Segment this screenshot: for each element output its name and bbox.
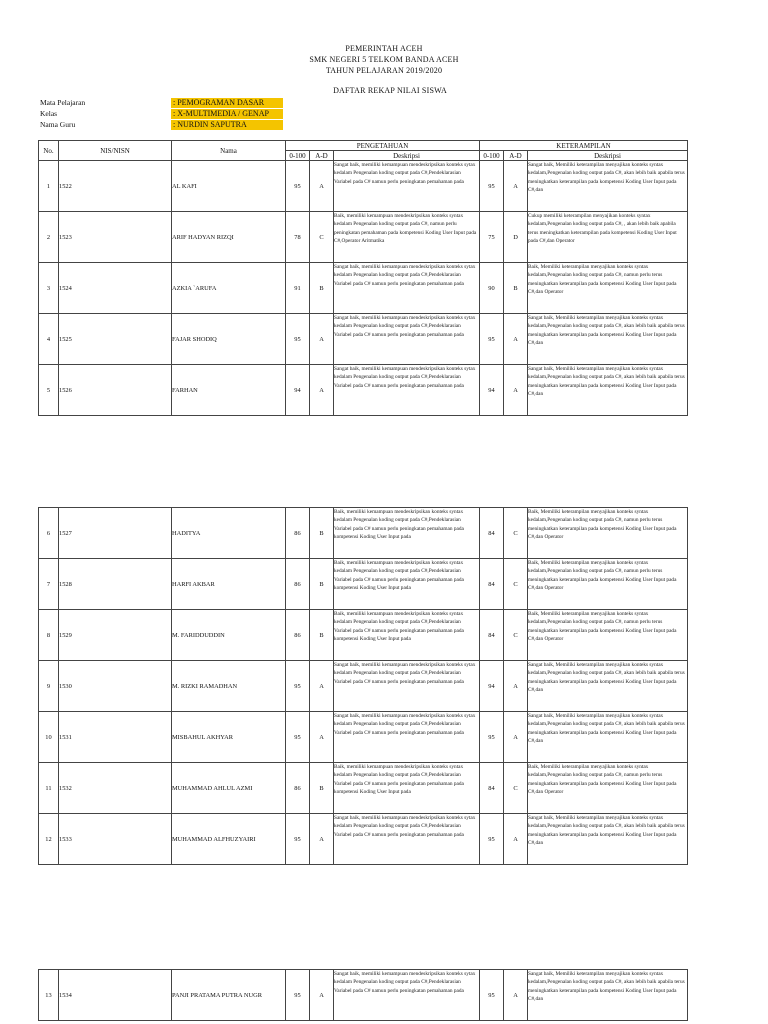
cell-p-score: 78 [286, 212, 310, 263]
cell-k-grade: D [504, 212, 528, 263]
cell-p-desc-text: Sangat baik, memiliki kemampuan mendeskripsikan konteks sytax kedalam Pengenalan koding output pada C#,Pendeklarasian Variabel pada C# namun perlu peningkatan pemahaman pada [334, 662, 476, 685]
cell-nama: FARHAN [172, 365, 286, 416]
col-header-keterampilan: KETERAMPILAN [480, 141, 688, 151]
table-row [39, 610, 688, 661]
cell-k-desc-text: Sangat baik, Memiliki keterampilan menyajikan konteks syntax kedalam,Pengenalan koding output pada C#, akan lebih baik apabila terus meningkatkan keterampilan pada kompetensi Koding User Input pada C#,dan [528, 971, 685, 1003]
cell-nis: 1524 [59, 263, 172, 314]
cell-k-grade: A [504, 365, 528, 416]
table-row [39, 763, 688, 814]
cell-nis: 1526 [59, 365, 172, 416]
kelas-label: Kelas [40, 109, 58, 118]
cell-nama: MUHAMMAD ALFHUZYAIRI [172, 814, 286, 865]
col-header-pengetahuan: PENGETAHUAN [286, 141, 480, 151]
cell-p-desc-text: Sangat baik, memiliki kemampuan mendeskripsikan konteks sytax kedalam Pengenalan koding output pada C#,Pendeklarasian Variabel pada C# namun perlu peningkatan pemahaman pada [334, 971, 476, 994]
table-row [39, 508, 688, 559]
cell-k-score: 95 [480, 314, 504, 365]
cell-no: 11 [39, 763, 59, 814]
cell-k-score: 84 [480, 508, 504, 559]
cell-p-grade: B [310, 610, 334, 661]
header-school-name: SMK NEGERI 5 TELKOM BANDA ACEH [309, 55, 459, 64]
cell-k-desc-text: Baik, Memiliki keterampilan menyajikan konteks syntax kedalam,Pengenalan koding output pada C#, namun perlu terus meningkatkan keterampilan pada kompetensi Koding User Input pada C#,dan Operator [528, 764, 677, 796]
cell-k-desc [528, 610, 688, 661]
cell-no: 2 [39, 212, 59, 263]
cell-nama: ARIF HADYAN RIZQI [172, 212, 286, 263]
cell-k-grade: B [504, 263, 528, 314]
cell-nama: HADITYA [172, 508, 286, 559]
cell-p-desc-text: Baik, memiliki kemampuan mendeskripsikan konteks syntax kedalam Pengenalan koding output pada C#,Pendeklarasian Variabel pada C# namun perlu peningkatan pemahaman pada kompetensi Koding User Input pada [334, 611, 464, 643]
cell-k-score: 95 [480, 161, 504, 212]
cell-k-grade: A [504, 970, 528, 1021]
cell-p-desc [334, 314, 480, 365]
cell-p-grade: A [310, 365, 334, 416]
cell-k-desc [528, 970, 688, 1021]
cell-k-grade: C [504, 559, 528, 610]
col-header-p-desc: Deskripsi [334, 151, 480, 161]
cell-p-grade: A [310, 661, 334, 712]
cell-p-desc-text: Sangat baik, memiliki kemampuan mendeskripsikan konteks sytax kedalam Pengenalan koding output pada C#,Pendeklarasian Variabel pada C# namun perlu peningkatan pemahaman pada [334, 264, 476, 287]
header-line-1: PEMERINTAH ACEH [345, 44, 423, 53]
cell-nama: PANJI PRATAMA PUTRA NUGR [172, 970, 286, 1021]
cell-p-score: 95 [286, 314, 310, 365]
cell-p-score: 91 [286, 263, 310, 314]
cell-no: 4 [39, 314, 59, 365]
mapel-value: : PEMOGRAMAN DASAR [171, 98, 283, 108]
cell-k-desc-text: Baik, Memiliki keterampilan menyajikan konteks syntax kedalam,Pengenalan koding output pada C#, namun perlu terus meningkatkan keterampilan pada kompetensi Koding User Input pada C#,dan Operator [528, 560, 677, 592]
cell-k-desc-text: Baik, Memiliki keterampilan menyajikan konteks syntax kedalam,Pengenalan koding output pada C#, namun perlu terus meningkatkan keterampilan pada kompetensi Koding User Input pada C#,dan Operator [528, 264, 677, 296]
grades-table-part-3 [38, 969, 688, 1021]
cell-p-score: 95 [286, 814, 310, 865]
cell-p-score: 95 [286, 661, 310, 712]
table-row [39, 712, 688, 763]
cell-k-desc [528, 712, 688, 763]
cell-p-desc [334, 263, 480, 314]
cell-k-grade: A [504, 814, 528, 865]
cell-k-desc-text: Sangat baik, Memiliki keterampilan menyajikan konteks syntax kedalam,Pengenalan koding output pada C#, akan lebih baik apabila terus meningkatkan keterampilan pada kompetensi Koding User Input pada C#,dan [528, 315, 685, 347]
table-row [39, 161, 688, 212]
cell-no: 7 [39, 559, 59, 610]
table-row [39, 212, 688, 263]
cell-p-score: 86 [286, 508, 310, 559]
cell-p-grade: C [310, 212, 334, 263]
cell-p-score: 86 [286, 559, 310, 610]
cell-k-score: 84 [480, 559, 504, 610]
cell-no: 1 [39, 161, 59, 212]
col-header-k-grade: A-D [504, 151, 528, 161]
cell-k-desc [528, 212, 688, 263]
cell-nama: HARFI AKBAR [172, 559, 286, 610]
cell-nis: 1532 [59, 763, 172, 814]
cell-no: 10 [39, 712, 59, 763]
cell-no: 12 [39, 814, 59, 865]
cell-p-score: 95 [286, 712, 310, 763]
col-header-no: No. [39, 141, 59, 161]
cell-k-desc [528, 314, 688, 365]
cell-k-grade: A [504, 161, 528, 212]
col-header-k-score: 0-100 [480, 151, 504, 161]
cell-k-score: 84 [480, 763, 504, 814]
cell-k-score: 95 [480, 814, 504, 865]
cell-p-grade: B [310, 763, 334, 814]
header-school-year: TAHUN PELAJARAN 2019/2020 [325, 66, 443, 75]
cell-p-desc [334, 763, 480, 814]
cell-k-desc [528, 365, 688, 416]
cell-k-desc [528, 508, 688, 559]
cell-k-grade: C [504, 508, 528, 559]
cell-p-desc [334, 365, 480, 416]
page-title: DAFTAR REKAP NILAI SISWA [333, 86, 447, 95]
cell-k-desc-text: Sangat baik, Memiliki keterampilan menyajikan konteks syntax kedalam,Pengenalan koding output pada C#, akan lebih baik apabila terus meningkatkan keterampilan pada kompetensi Koding User Input pada C#,dan [528, 366, 685, 398]
cell-p-desc-text: Baik, memiliki kemampuan mendeskripsikan konteks syntax kedalam Pengenalan koding output pada C#,Pendeklarasian Variabel pada C# namun perlu peningkatan pemahaman pada kompetensi Koding User Input pada [334, 560, 464, 592]
col-header-nama: Nama [172, 141, 286, 161]
cell-k-score: 95 [480, 712, 504, 763]
cell-k-grade: A [504, 661, 528, 712]
cell-p-desc-text: Baik, memiliki kemampuan mendeskripsikan konteks syntax kedalam Pengenalan koding output pada C#,Pendeklarasian Variabel pada C# namun perlu peningkatan pemahaman pada kompetensi Koding User Input pada [334, 764, 464, 796]
cell-p-grade: A [310, 161, 334, 212]
cell-p-desc [334, 970, 480, 1021]
col-header-k-desc: Deskripsi [528, 151, 688, 161]
cell-k-desc-text: Baik, Memiliki keterampilan menyajikan konteks syntax kedalam,Pengenalan koding output pada C#, namun perlu terus meningkatkan keterampilan pada kompetensi Koding User Input pada C#,dan Operator [528, 509, 677, 541]
cell-nis: 1525 [59, 314, 172, 365]
cell-nama: M. FARIDDUDDIN [172, 610, 286, 661]
col-header-p-grade: A-D [310, 151, 334, 161]
cell-p-desc [334, 712, 480, 763]
cell-k-score: 95 [480, 970, 504, 1021]
table-row [39, 314, 688, 365]
cell-no: 3 [39, 263, 59, 314]
cell-p-desc [334, 661, 480, 712]
cell-nis: 1527 [59, 508, 172, 559]
cell-p-desc [334, 814, 480, 865]
cell-k-grade: C [504, 763, 528, 814]
cell-nis: 1534 [59, 970, 172, 1021]
cell-k-desc-text: Sangat baik, Memiliki keterampilan menyajikan konteks syntax kedalam,Pengenalan koding output pada C#, akan lebih baik apabila terus meningkatkan keterampilan pada kompetensi Koding User Input pada C#,dan [528, 815, 685, 847]
mapel-label: Mata Pelajaran [40, 98, 86, 107]
cell-p-desc-text: Sangat baik, memiliki kemampuan mendeskripsikan konteks sytax kedalam Pengenalan koding output pada C#,Pendeklarasian Variabel pada C# namun perlu peningkatan pemahaman pada [334, 315, 476, 338]
table-row [39, 970, 688, 1021]
cell-k-score: 84 [480, 610, 504, 661]
cell-nama: AZKIA `ARUFA [172, 263, 286, 314]
cell-nama: MISBAHUL AKHYAR [172, 712, 286, 763]
cell-k-desc-text: Sangat baik, Memiliki keterampilan menyajikan konteks syntax kedalam,Pengenalan koding output pada C#, akan lebih baik apabila terus meningkatkan keterampilan pada kompetensi Koding User Input pada C#,dan [528, 162, 685, 194]
cell-nis: 1522 [59, 161, 172, 212]
cell-p-grade: B [310, 559, 334, 610]
guru-value: : NURDIN SAPUTRA [171, 120, 283, 130]
cell-k-score: 94 [480, 365, 504, 416]
cell-p-score: 86 [286, 610, 310, 661]
cell-p-desc [334, 610, 480, 661]
table-row [39, 661, 688, 712]
cell-nis: 1523 [59, 212, 172, 263]
cell-no: 13 [39, 970, 59, 1021]
kelas-value: : X-MULTIMEDIA / GENAP [171, 109, 283, 119]
cell-p-desc-text: Sangat baik, memiliki kemampuan mendeskripsikan konteks sytax kedalam Pengenalan koding output pada C#,Pendeklarasian Variabel pada C# namun perlu peningkatan pemahaman pada [334, 366, 476, 389]
cell-k-desc-text: Baik, Memiliki keterampilan menyajikan konteks syntax kedalam,Pengenalan koding output pada C#, namun perlu terus meningkatkan keterampilan pada kompetensi Koding User Input pada C#,dan Operator [528, 611, 677, 643]
grades-table-part-2 [38, 507, 688, 865]
cell-p-desc-text: Baik, memiliki kemampuan mendeskripsikan konteks syntax kedalam Pengenalan koding output pada C#, namun perlu peningkatan pemahaman pada kompetensi Koding User Input pada C#,Operator Aritmatika [334, 213, 477, 245]
cell-p-grade: A [310, 314, 334, 365]
cell-p-score: 86 [286, 763, 310, 814]
grades-table-part-1 [38, 140, 688, 416]
cell-p-grade: A [310, 712, 334, 763]
table-row [39, 559, 688, 610]
cell-p-grade: A [310, 970, 334, 1021]
col-header-nis: NIS/NISN [59, 141, 172, 161]
cell-k-grade: A [504, 314, 528, 365]
cell-nis: 1529 [59, 610, 172, 661]
cell-k-score: 94 [480, 661, 504, 712]
cell-k-desc [528, 814, 688, 865]
cell-k-desc [528, 559, 688, 610]
cell-nis: 1530 [59, 661, 172, 712]
cell-p-score: 94 [286, 365, 310, 416]
cell-k-grade: C [504, 610, 528, 661]
cell-k-desc [528, 661, 688, 712]
cell-p-desc-text: Sangat baik, memiliki kemampuan mendeskripsikan konteks sytax kedalam Pengenalan koding output pada C#,Pendeklarasian Variabel pada C# namun perlu peningkatan pemahaman pada [334, 713, 476, 736]
col-header-p-score: 0-100 [286, 151, 310, 161]
cell-nama: M. RIZKI RAMADHAN [172, 661, 286, 712]
cell-k-desc-text: Cukup memiliki keterampilan menyajikan konteks syntax kedalam,Pengenalan koding output pada C#, , akan lebih baik apabila terus meningkatkan keterampilan pada kompetensi Koding User Input pada C#,dan Operator [528, 213, 677, 245]
cell-p-desc [334, 559, 480, 610]
cell-no: 6 [39, 508, 59, 559]
cell-p-desc-text: Sangat baik, memiliki kemampuan mendeskripsikan konteks sytax kedalam Pengenalan koding output pada C#,Pendeklarasian Variabel pada C# namun perlu peningkatan pemahaman pada [334, 162, 476, 185]
cell-p-grade: B [310, 508, 334, 559]
cell-k-desc-text: Sangat baik, Memiliki keterampilan menyajikan konteks syntax kedalam,Pengenalan koding output pada C#, akan lebih baik apabila terus meningkatkan keterampilan pada kompetensi Koding User Input pada C#,dan [528, 713, 685, 745]
cell-nis: 1528 [59, 559, 172, 610]
cell-p-grade: A [310, 814, 334, 865]
cell-k-desc [528, 763, 688, 814]
cell-p-grade: B [310, 263, 334, 314]
cell-p-desc [334, 161, 480, 212]
cell-k-desc [528, 161, 688, 212]
table-row [39, 365, 688, 416]
cell-k-grade: A [504, 712, 528, 763]
cell-nis: 1531 [59, 712, 172, 763]
cell-nama: MUHAMMAD AHLUL AZMI [172, 763, 286, 814]
cell-no: 5 [39, 365, 59, 416]
cell-nis: 1533 [59, 814, 172, 865]
cell-nama: AL KAFI [172, 161, 286, 212]
cell-p-desc [334, 508, 480, 559]
cell-k-score: 75 [480, 212, 504, 263]
cell-p-desc [334, 212, 480, 263]
cell-no: 8 [39, 610, 59, 661]
cell-nama: FAJAR SHODIQ [172, 314, 286, 365]
cell-k-desc-text: Sangat baik, Memiliki keterampilan menyajikan konteks syntax kedalam,Pengenalan koding output pada C#, akan lebih baik apabila terus meningkatkan keterampilan pada kompetensi Koding User Input pada C#,dan [528, 662, 685, 694]
cell-k-score: 90 [480, 263, 504, 314]
cell-p-score: 95 [286, 161, 310, 212]
guru-label: Nama Guru [40, 120, 76, 129]
table-row [39, 814, 688, 865]
table-row [39, 263, 688, 314]
cell-p-desc-text: Sangat baik, memiliki kemampuan mendeskripsikan konteks sytax kedalam Pengenalan koding output pada C#,Pendeklarasian Variabel pada C# namun perlu peningkatan pemahaman pada [334, 815, 476, 838]
cell-p-desc-text: Baik, memiliki kemampuan mendeskripsikan konteks syntax kedalam Pengenalan koding output pada C#,Pendeklarasian Variabel pada C# namun perlu peningkatan pemahaman pada kompetensi Koding User Input pada [334, 509, 464, 541]
cell-no: 9 [39, 661, 59, 712]
cell-k-desc [528, 263, 688, 314]
cell-p-score: 95 [286, 970, 310, 1021]
